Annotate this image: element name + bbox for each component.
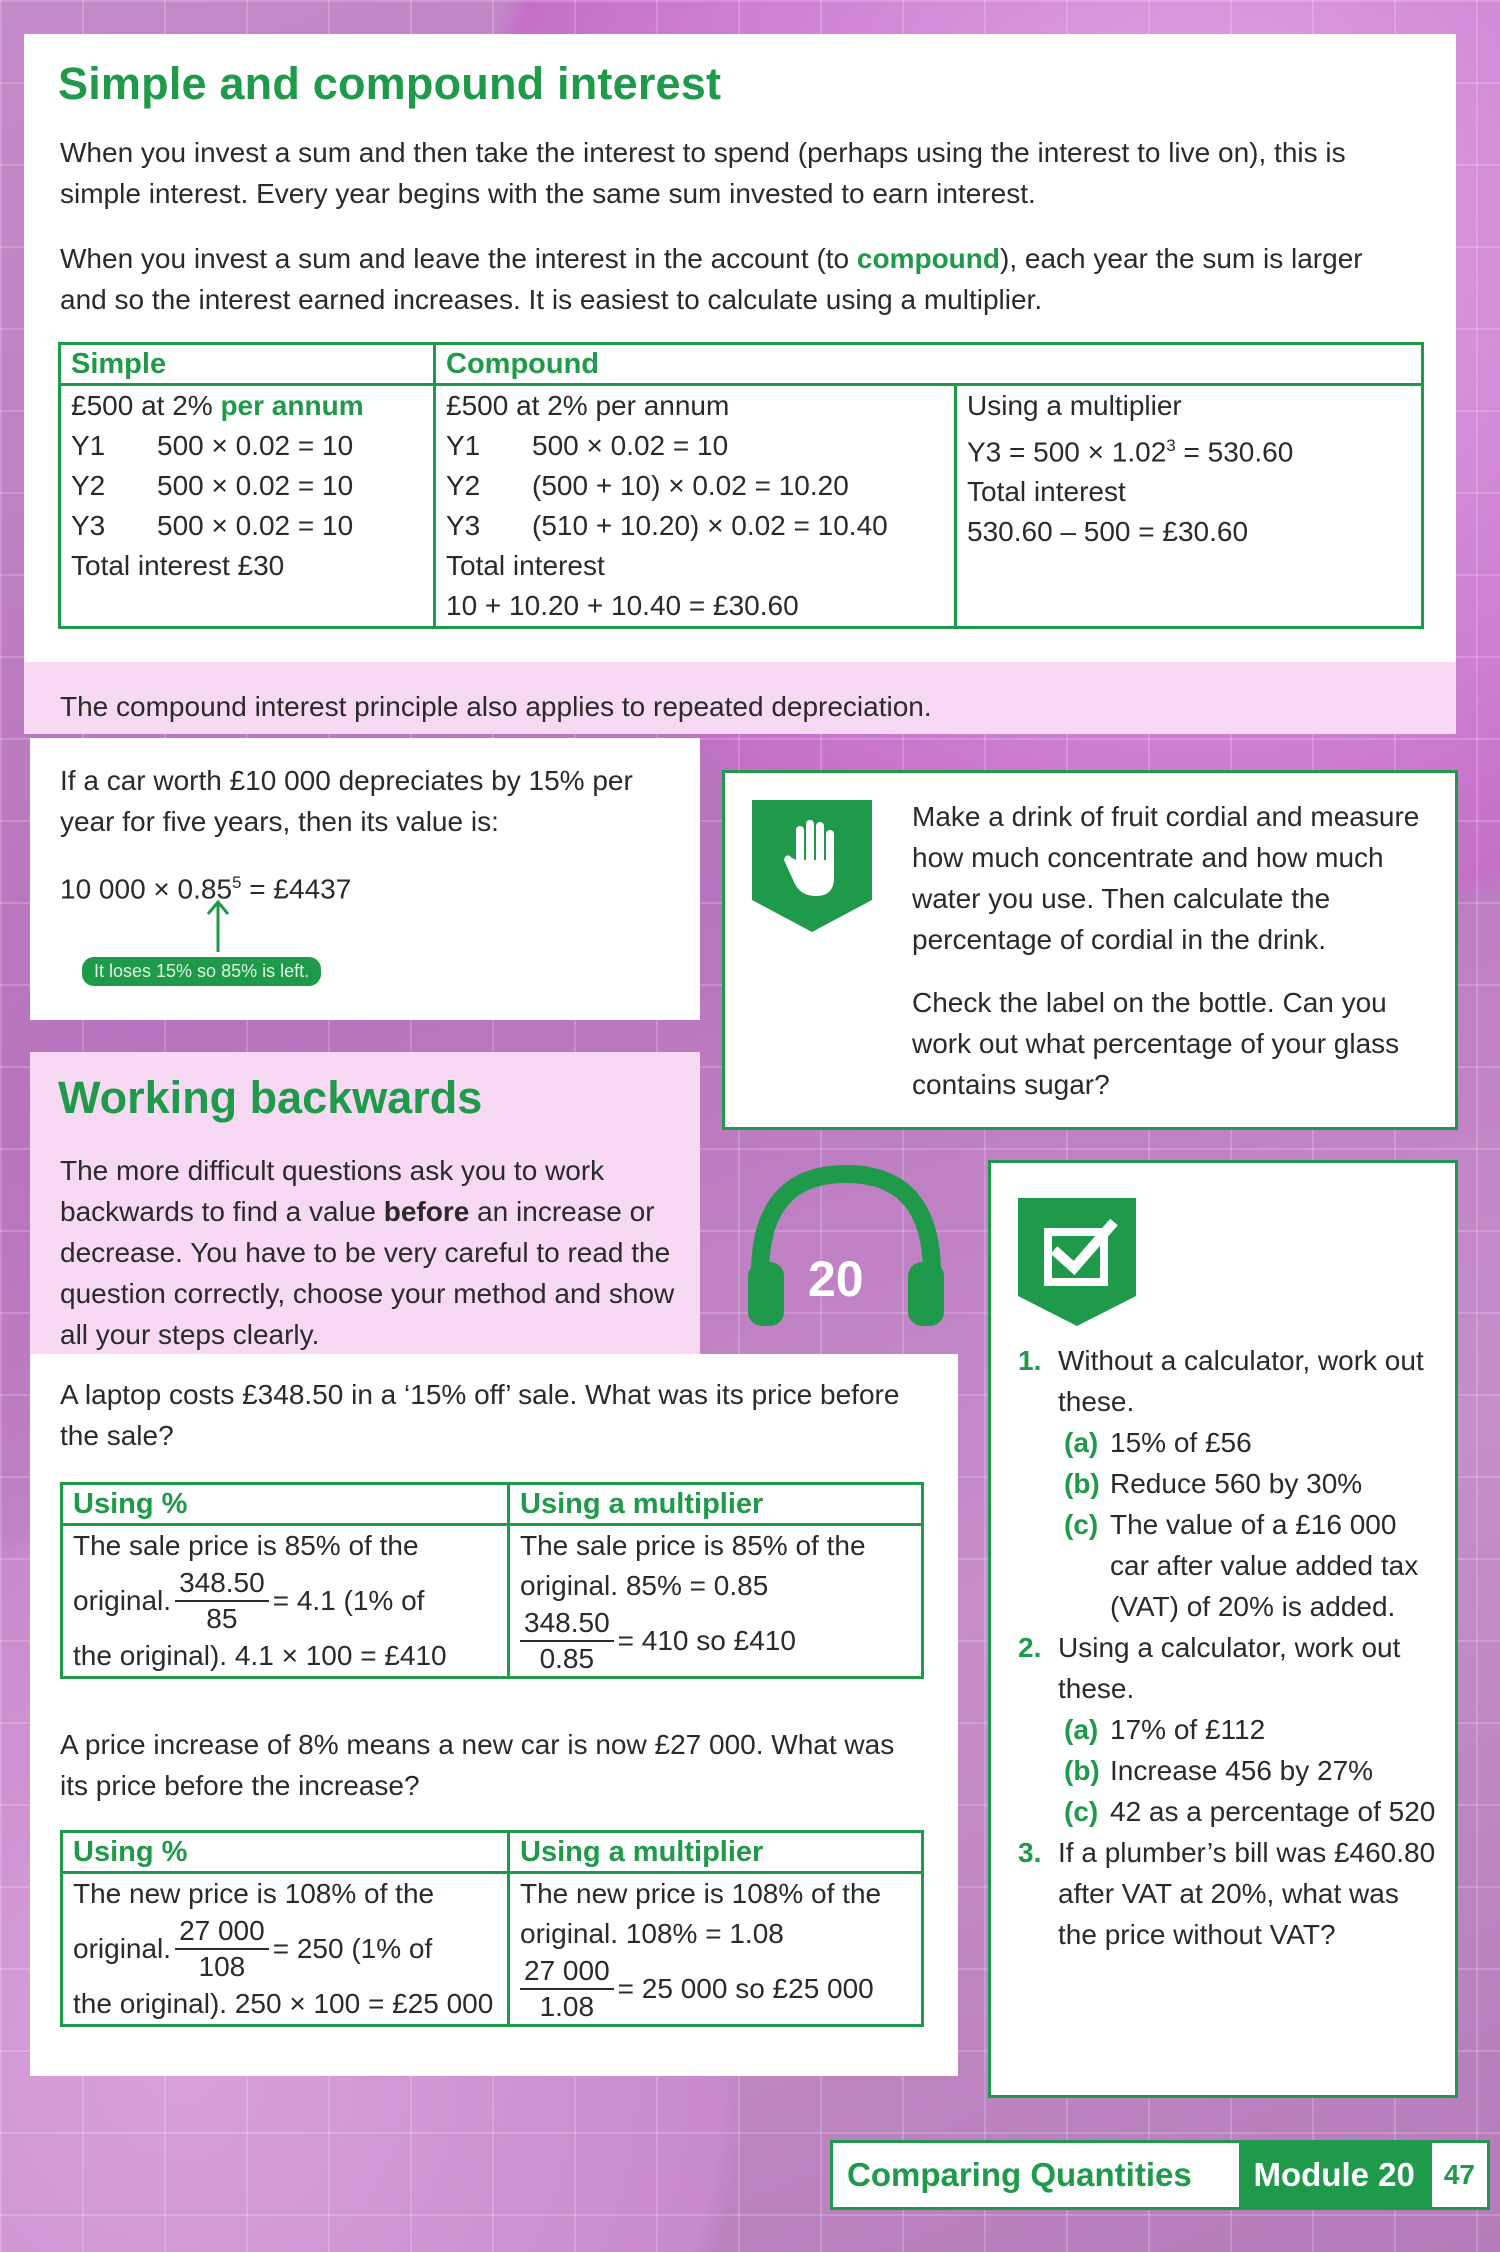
question-part: (a) 17% of £112: [1064, 1714, 1266, 1745]
question-part: (c) The value of a £16 000 car after value added tax (VAT) of 20% is added.: [1064, 1509, 1419, 1622]
example1-question: A laptop costs £348.50 in a ‘15% off’ sale. What was its price before the sale?: [60, 1379, 900, 1451]
fraction: $\frac{27 000}{1.08}$: [520, 1954, 614, 2024]
example1-mult-cell: [509, 1525, 923, 1678]
working-backwards-para: The more difficult questions ask you to work backwards to find a value before an increase or decrease. You have to be very careful to read the question correctly, choose your method and show all your steps clearly.: [60, 1155, 675, 1350]
para-text: When you invest a sum and leave the interest in the account (to: [60, 243, 857, 274]
compound-cell: [435, 385, 956, 628]
text-line: $\frac{27 000}{1.08}$ = 25 000 so £25 000: [520, 1954, 911, 2024]
depreciation-calc: 10 $000 \times 0.85^5$ = £4437: [60, 873, 352, 905]
depreciation-note: The compound interest principle also applies to repeated depreciation.: [60, 691, 932, 722]
simple-compound-title: [58, 58, 721, 110]
simple-row: Y1 500 × 0.02 = 10: [71, 430, 354, 461]
interest-table: [58, 342, 1424, 629]
header-compound: Compound: [435, 344, 1423, 385]
compound-row: Y2 (500 + 10) × 0.02 = 10.20: [446, 470, 849, 501]
compound-interest-para: [60, 238, 1410, 320]
compound-row: Y3 (510 + 10.20) × 0.02 = 10.40: [446, 510, 888, 541]
question-part: (b) Increase 456 by 27%: [1064, 1755, 1374, 1786]
example2-table: [60, 1830, 924, 2027]
footer-nav: [830, 2140, 1490, 2210]
checkbox-icon: [1018, 1198, 1136, 1326]
simple-cell: [60, 385, 435, 628]
header-simple: Simple: [60, 344, 435, 385]
text-line: The sale price is 85% of the: [520, 1530, 866, 1561]
depreciation-text: If a car worth £10 000 depreciates by 15% per year for five years, then its value is:: [60, 765, 633, 837]
question-1: 1. Without a calculator, work out these.: [1018, 1345, 1424, 1417]
compound-total: 10 + 10.20 + 10.40 = £30.60: [446, 590, 799, 621]
depreciation-tag: It loses 15% so 85% is left.: [82, 957, 321, 986]
question-3: 3. If a plumber’s bill was £460.80 after VAT at 20%, what was the price without VAT?: [1018, 1837, 1436, 1950]
example2-head-pct: Using %: [62, 1832, 509, 1873]
example2-question: A price increase of 8% means a new car is now £27 000. What was its price before the increase?: [60, 1729, 895, 1801]
activity-para2: Check the label on the bottle. Can you work out what percentage of your glass contains sugar?: [912, 987, 1400, 1100]
multiplier-title: Using a multiplier: [967, 390, 1182, 421]
text-line: $\frac{348.50}{0.85}$ = 410 so £410: [520, 1606, 911, 1676]
text-line: The new price is 108% of the: [520, 1878, 882, 1909]
example1-head-mult: Using a multiplier: [509, 1484, 923, 1525]
footer-section[interactable]: Comparing Quantities: [847, 2156, 1192, 2193]
text-line: the original). 4.1 × 100 = £410: [73, 1640, 447, 1671]
audio-track-number: 20: [808, 1251, 864, 1307]
fraction: $\frac{348.50}{85}$: [175, 1566, 269, 1636]
page-number: 47: [1429, 2143, 1487, 2207]
example2-head-mult: Using a multiplier: [509, 1832, 923, 1873]
example1-pct-cell: [62, 1525, 509, 1678]
text-line: The new price is 108% of the: [73, 1878, 435, 1909]
working-backwards-title: Working backwards: [58, 1072, 483, 1123]
text-line: the original). 250 × 100 = £25 000: [73, 1988, 494, 2019]
question-part: (c) 42 as a percentage of 520: [1064, 1796, 1436, 1827]
multiplier-line: $Y3 = 500 \times 1.02^3 = 530.60$: [967, 436, 1294, 468]
fraction: $\frac{348.50}{0.85}$: [520, 1606, 614, 1676]
multiplier-total: 530.60 – 500 = £30.60: [967, 516, 1249, 548]
para-keyword: compound: [856, 243, 1000, 274]
compound-first-line: £500 at 2% per annum: [446, 390, 730, 421]
simple-first-line: £500 at 2% per annum: [71, 390, 364, 421]
section-title: Simple and compound interest: [58, 58, 722, 109]
para-text: ), each year the sum is larger and so the interest earned increases. It is easiest to calculate using a multiplier.: [60, 243, 1363, 315]
compound-total-label: Total interest: [446, 550, 605, 581]
compound-row: Y1 500 × 0.02 = 10: [446, 430, 729, 461]
questions-list: [1018, 1340, 1438, 1955]
simple-row: Y2 500 × 0.02 = 10: [71, 470, 354, 501]
example1-head-pct: Using %: [62, 1484, 509, 1525]
multiplier-cell: [956, 385, 1423, 628]
depreciation-tag-wrap: [82, 957, 321, 986]
activity-para1: Make a drink of fruit cordial and measure how much concentrate and how much water you use. Then calculate the percentage of cordial in the drink.: [912, 801, 1420, 955]
arrow-up-icon: [206, 898, 230, 954]
simple-interest-para: When you invest a sum and then take the interest to spend (perhaps using the interest to live on), this is simple interest. Every year begins with the same sum invested to earn interest.: [60, 137, 1346, 209]
simple-row: Y3 500 × 0.02 = 10: [71, 510, 354, 541]
text-line: original. 85% = 0.85: [520, 1570, 769, 1601]
question-part: (b) Reduce 560 by 30%: [1064, 1468, 1363, 1499]
text-line: original. 108% = 1.08: [520, 1918, 784, 1949]
fraction: $\frac{27 000}{108}$: [175, 1914, 269, 1984]
footer-module[interactable]: Module 20: [1239, 2143, 1428, 2207]
example2-mult-cell: [509, 1873, 923, 2026]
text-line: The sale price is 85% of the: [73, 1530, 419, 1561]
question-part: (a) 15% of £56: [1064, 1427, 1252, 1458]
example1-table: [60, 1482, 924, 1679]
working-backwards-title-wrap: [58, 1072, 482, 1124]
simple-total: Total interest £30: [71, 550, 285, 581]
example2-pct-cell: [62, 1873, 509, 2026]
hand-icon: [752, 800, 872, 932]
text-line: original. $\frac{348.50}{85}$ = 4.1 (1% of: [73, 1567, 425, 1634]
question-2: 2. Using a calculator, work out these.: [1018, 1632, 1401, 1704]
text-line: original. $\frac{27 000}{108}$ = 250 (1% of: [73, 1915, 433, 1982]
multiplier-total-label: Total interest: [967, 476, 1126, 508]
